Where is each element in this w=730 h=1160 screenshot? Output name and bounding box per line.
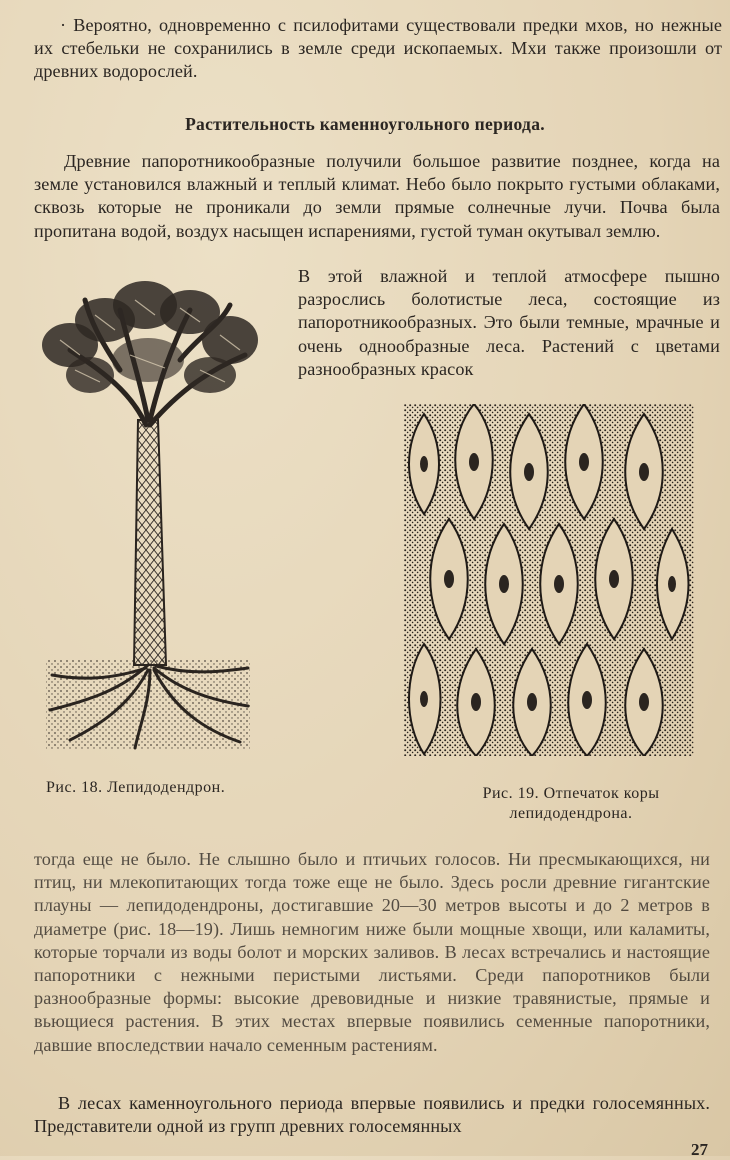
figure-19-caption-line1: Рис. 19. Отпечаток коры — [482, 785, 660, 802]
figure-19-caption — [446, 784, 696, 824]
figure-18-caption: Рис. 18. Лепидодендрон. — [46, 779, 226, 796]
paragraph-climate: Древние папоротникообразные получили большое развитие позднее, когда на земле установился влажный и теплый климат. Небо было покрыто густыми облаками, сквозь которые не проникали до земли прямые солнечные лучи. Почва была пропитана водой, воздух насыщен испарениями, густой туман окутывал землю. — [34, 151, 720, 241]
section-heading: Растительность каменноугольного периода. — [185, 114, 545, 134]
figure-19-caption-line2: лепидодендрона. — [509, 805, 633, 822]
paragraph-lepidodendrons: тогда еще не было. Не слышно было и птичьих голосов. Ни пресмыкающихся, ни птиц, ни млекопитающих тогда тоже еще не было. Здесь росли древние гигантские плауны — лепидодендроны, достигавшие 20—30 метров высоты и до 2 метров в диаметре (рис. 18—19). Лишь немногим ниже были мощные хвощи, или каламиты, которые торчали из воды болот и морских заливов. В лесах встречались и настоящие папоротники с нежными перистыми листьями. Среди папоротников были разнообразные формы: высокие древовидные и низкие травянистые, прямые и вьющиеся растения. В этих местах впервые появились семенные папоротники, давшие впоследствии начало семенным растениям. — [34, 849, 710, 1055]
paragraph-forests-wrap: В этой влажной и теплой атмосфере пышно разрослись болотистые леса, состоящие из папоротникообразных. Это были темные, мрачные и очень однообразные леса. Растений с цветами разнообразных красок — [298, 266, 720, 379]
bark-imprint-illustration — [404, 404, 694, 756]
paragraph-gymnosperms: В лесах каменноугольного периода впервые появились и предки голосемянных. Представители одной из групп древних голосемянных — [34, 1093, 710, 1137]
page-number: 27 — [691, 1140, 708, 1159]
lepidodendron-tree-illustration — [30, 270, 262, 760]
intro-paragraph: · Вероятно, одновременно с псилофитами существовали предки мхов, но нежные их стебельки не сохранились в земле среди ископаемых. Мхи также произошли от древних водорослей. — [34, 15, 722, 82]
